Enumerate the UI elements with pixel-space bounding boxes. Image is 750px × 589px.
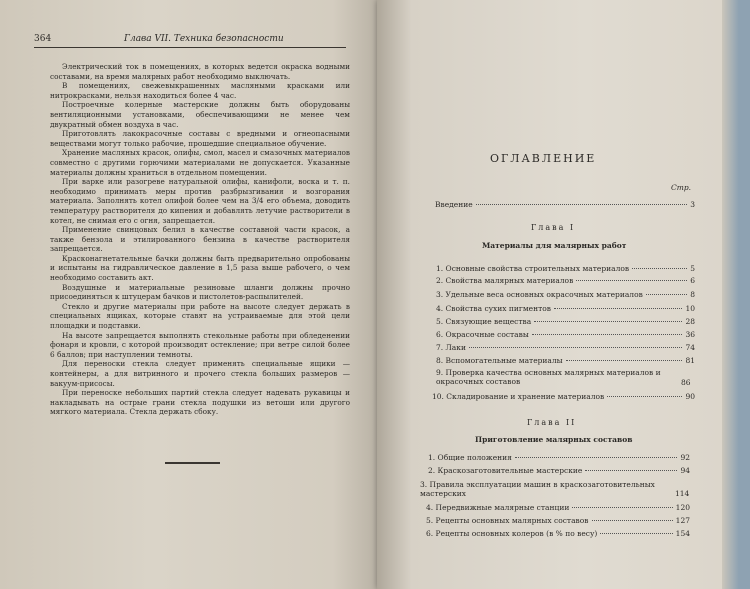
toc-entry[interactable]: 8. Вспомогательные материалы 81	[436, 356, 695, 365]
chapter-name: Глава II	[527, 418, 577, 427]
page-body	[50, 62, 350, 417]
toc-entry[interactable]: 3. Удельные веса основных окрасочных материалов 8	[436, 290, 695, 299]
paragraph: Красконагнетательные бачки должны быть предварительно опробованы и испытаны на гидравлическое давление в 1,5 раза выше рабочего, о чем необходимо составить акт.	[50, 253, 350, 283]
toc-entry[interactable]: 5. Рецепты основных малярных составов 127	[426, 516, 690, 525]
toc-heading: ОГЛАВЛЕНИЕ	[490, 152, 597, 165]
toc-entry[interactable]: 1. Общие положения 92	[428, 453, 690, 462]
paragraph: Воздушные и материальные резиновые шланги должны прочно присоединяться к штуцерам бачков и пистолетов-распылителей.	[50, 282, 350, 302]
paragraph: При варке или разогреве натуральной олифы, канифоли, воска и т. п. необходимо принимать меры против разбрызгивания и возгорания материала. Заполнять котел олифой более чем на 3/4 его объема, доводить температуру растворителя до кипения и добавлять летучие растворители в котел, не снимая его с огня, запрещается.	[50, 177, 350, 225]
toc-entry[interactable]: 4. Свойства сухих пигментов 10	[436, 304, 695, 313]
toc-entry-page: 114	[675, 489, 690, 498]
end-rule	[165, 462, 220, 464]
paragraph: Применение свинцовых белил в качестве составной части красок, а также бензола и этилированного бензина в качестве растворителя запрещается.	[50, 225, 350, 254]
toc-entry[interactable]: 6. Рецепты основных колеров (в % по весу) 154	[426, 529, 690, 538]
paragraph: Построечные колерные мастерские должны быть оборудованы вентиляционными установками, обеспечивающими не менее чем двукратный обмен воздуха в час.	[50, 100, 350, 129]
paragraph: Для переноски стекла следует применять специальные ящики — контейнеры, а для витринного и прочего стекла больших размеров — вакуум-присосы.	[50, 359, 350, 388]
paragraph: В помещениях, свежевыкрашенных масляными красками или нитрокрасками, нельзя находиться более 4 час.	[50, 81, 350, 100]
toc-entry[interactable]: 2. Свойства малярных материалов 6	[436, 276, 695, 285]
paragraph: Стекло и другие материалы при работе на высоте следует держать в специальных ящиках, которые ставят на устраиваемые для этой цели площадки и подставки.	[50, 301, 350, 331]
paragraph: Хранение масляных красок, олифы, смол, масел и смазочных материалов совместно с другими горючими материалами не допускается. Указанные материалы должны храниться в отдельном помещении.	[50, 148, 350, 177]
toc-entry[interactable]: 7. Лаки 74	[436, 343, 695, 352]
page-header	[34, 34, 346, 44]
paragraph: Электрический ток в помещениях, в которых ведется окраска водными составами, на время малярных работ необходимо выключать.	[50, 62, 350, 81]
chapter-title: Материалы для малярных работ	[482, 241, 627, 250]
page-number: 364	[34, 34, 52, 44]
running-title: Глава VII. Техника безопасности	[124, 34, 284, 44]
header-rule	[34, 47, 346, 48]
paragraph: На высоте запрещается выполнять стекольные работы при обледенении фонаря и кровли, с которой производят остекление; при ветре силой более 6 баллов; при наступлении темноты.	[50, 330, 350, 359]
toc-entry[interactable]: 2. Краскозаготовительные мастерские 94	[428, 466, 690, 475]
chapter-title: Приготовление малярных составов	[475, 435, 633, 444]
toc-entry-page: 86	[681, 378, 691, 387]
paragraph: При переноске небольших партий стекла следует надевать рукавицы и накладывать на острые грани стекла подушки из ветоши или другого мягкого материала. Стекла держать сбоку.	[50, 388, 350, 417]
toc-entry[interactable]: 6. Окрасочные составы 36	[436, 330, 695, 339]
toc-entry[interactable]: 4. Передвижные малярные станции 120	[426, 503, 690, 512]
toc-entry[interactable]: 5. Связующие вещества 28	[436, 317, 695, 326]
toc-entry[interactable]: 10. Складирование и хранение материалов 90	[432, 392, 695, 401]
page-column-label: Стр.	[671, 183, 692, 192]
toc-entry[interactable]: 3. Правила эксплуатации машин в краскозаготовительных мастерских	[420, 480, 655, 498]
toc-entry-intro[interactable]: Введение 3	[435, 200, 695, 209]
page-edge	[722, 0, 750, 589]
toc-entry[interactable]: 1. Основные свойства строительных материалов 5	[436, 264, 695, 273]
chapter-name: Глава I	[531, 223, 576, 232]
toc-entry[interactable]: 9. Проверка качества основных малярных материалов и окрасочных составов	[436, 368, 661, 386]
paragraph: Приготовлять лакокрасочные составы с вредными и огнеопасными веществами могут только рабочие, прошедшие специальное обучение.	[50, 129, 350, 148]
